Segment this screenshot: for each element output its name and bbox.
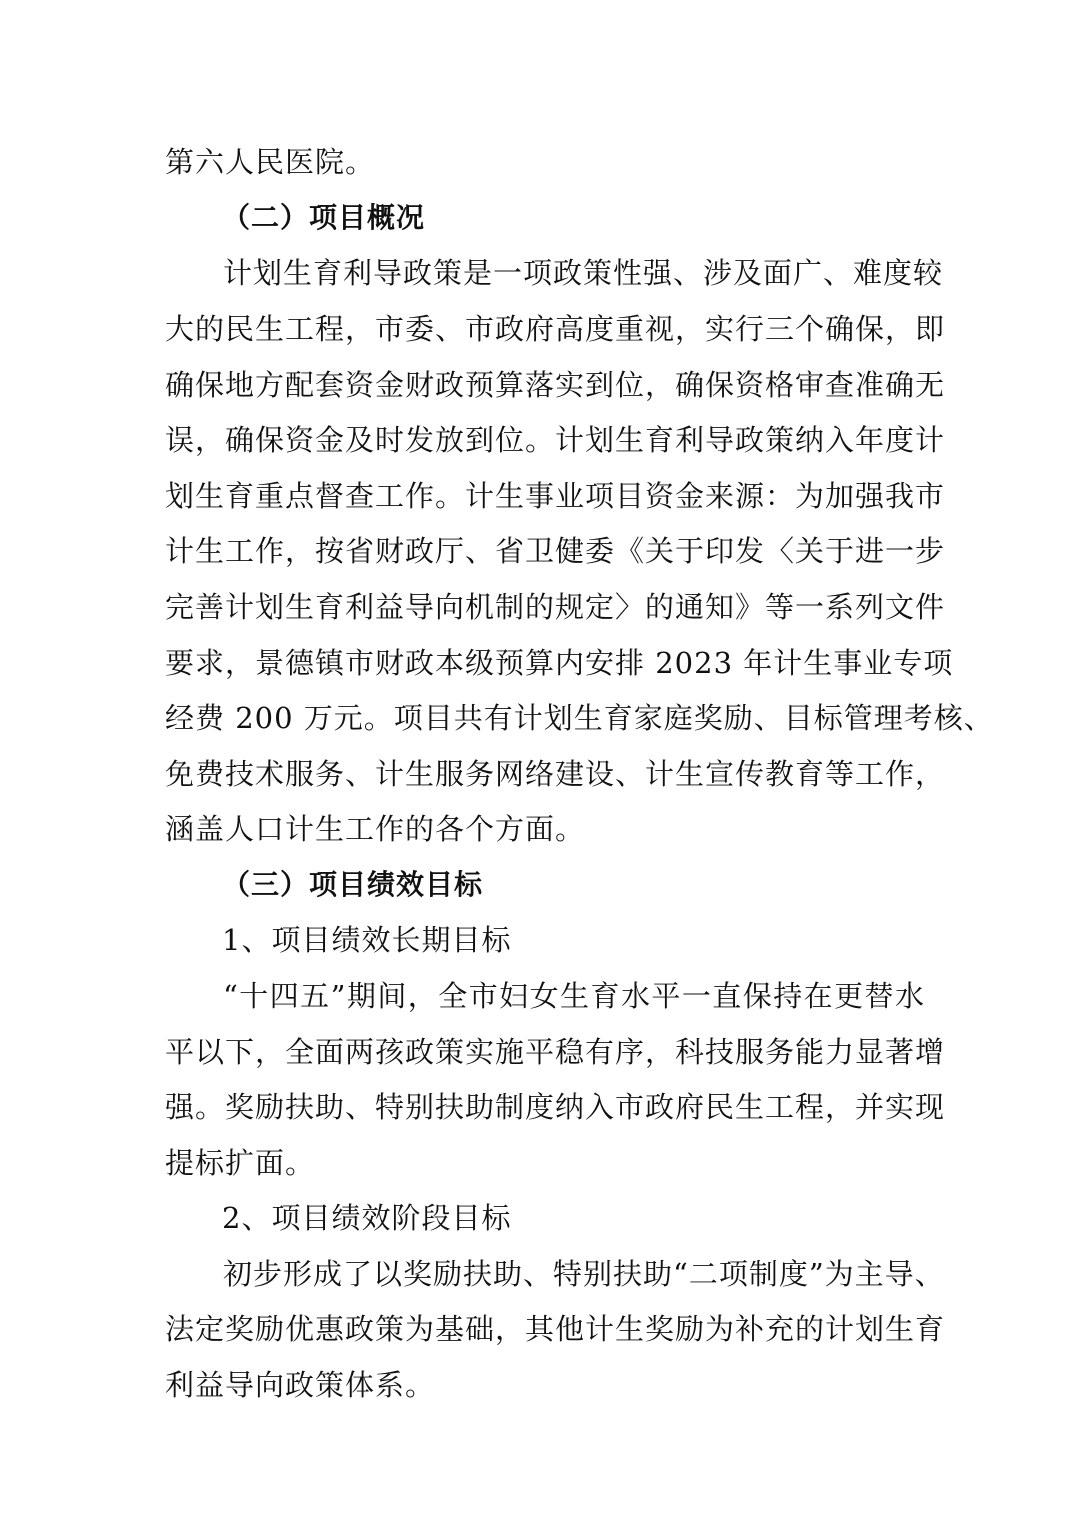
paragraph-line: 要求，景德镇市财政本级预算内安排 2023 年计生事业专项 (165, 646, 954, 680)
paragraph-line: 误，确保资金及时发放到位。计划生育利导政策纳入年度计 (165, 423, 946, 457)
paragraph-line: 强。奖励扶助、特别扶助制度纳入市政府民生工程，并实现 (165, 1090, 946, 1124)
paragraph-line: 利益导向政策体系。 (165, 1368, 436, 1402)
paragraph-line: 初步形成了以奖励扶助、特别扶助“二项制度”为主导、 (223, 1257, 945, 1291)
paragraph-line: 平以下，全面两孩政策实施平稳有序，科技服务能力显著增 (165, 1035, 946, 1069)
paragraph-line: 免费技术服务、计生服务网络建设、计生宣传教育等工作， (165, 757, 946, 791)
paragraph-line: 大的民生工程，市委、市政府高度重视，实行三个确保，即 (165, 312, 946, 346)
subheading-stage: 2、项目绩效阶段目标 (222, 1201, 512, 1235)
paragraph-line: 涵盖人口计生工作的各个方面。 (165, 812, 586, 846)
paragraph-line: 法定奖励优惠政策为基础，其他计生奖励为补充的计划生育 (165, 1312, 946, 1346)
paragraph-line: 确保地方配套资金财政预算落实到位，确保资格审查准确无 (165, 368, 946, 402)
section-heading-overview: （二）项目概况 (222, 201, 426, 234)
paragraph-line: 提标扩面。 (165, 1146, 316, 1180)
paragraph-line: 完善计划生育利益导向机制的规定〉的通知》等一系列文件 (165, 590, 946, 624)
paragraph-line: 经费 200 万元。项目共有计划生育家庭奖励、目标管理考核、 (165, 701, 994, 735)
paragraph-line: 计划生育利导政策是一项政策性强、涉及面广、难度较 (223, 256, 944, 290)
paragraph-line: “十四五”期间，全市妇女生育水平一直保持在更替水 (223, 979, 925, 1013)
subheading-long-term: 1、项目绩效长期目标 (222, 923, 512, 957)
paragraph-line: 划生育重点督查工作。计生事业项目资金来源：为加强我市 (165, 479, 946, 513)
paragraph-line: 计生工作，按省财政厅、省卫健委《关于印发〈关于进一步 (165, 534, 946, 568)
section-heading-goals: （三）项目绩效目标 (222, 868, 484, 901)
paragraph-line: 第六人民医院。 (165, 145, 376, 179)
